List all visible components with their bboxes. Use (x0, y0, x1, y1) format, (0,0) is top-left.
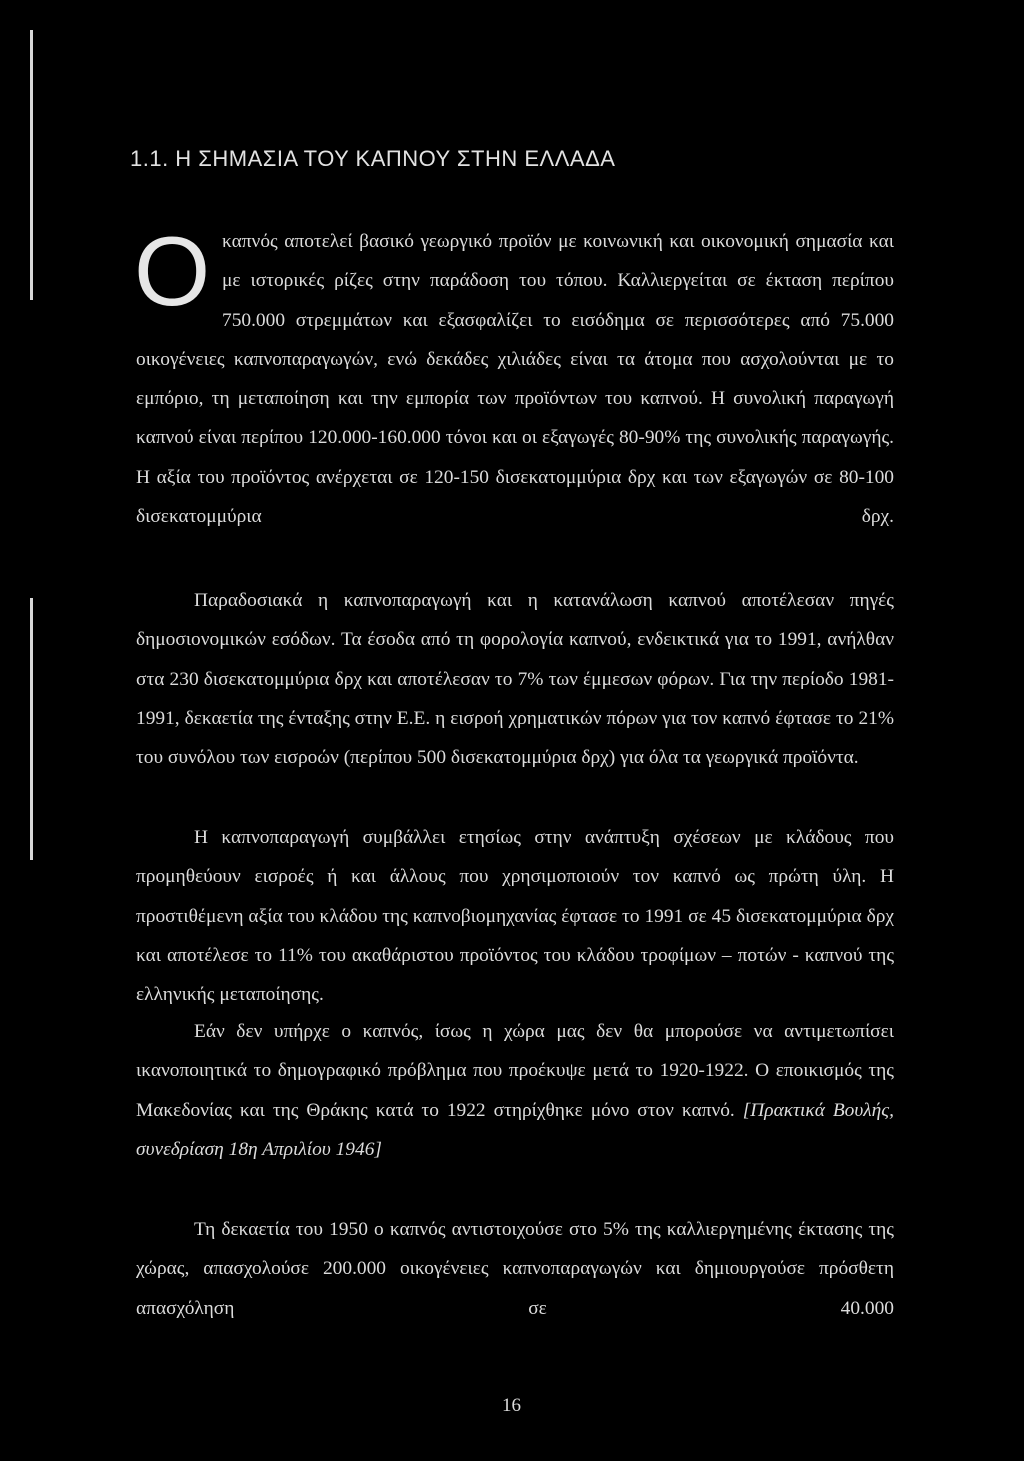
drop-cap: Ο (134, 216, 211, 326)
paragraph-4 (136, 1012, 894, 1169)
paragraph-2: Παραδοσιακά η καπνοπαραγωγή και η κατανάλωση καπνού αποτέλεσαν πηγές δημοσιονομικών εσόδων. Τα έσοδα από τη φορολογία καπνού, ενδεικτικά για το 1991, ανήλθαν στα 230 δισεκατομμύρια δρχ και αποτέλεσαν το 7% των έμμεσων φόρων. Για την περίοδο 1981-1991, δεκαετία της ένταξης στην Ε.Ε. η εισροή χρηματικών πόρων για τον καπνό έφτασε το 21% του συνόλου των εισροών (περίπου 500 δισεκατομμύρια δρχ) για όλα τα γεωργικά προϊόντα. (136, 590, 894, 769)
scan-edge-line-top (30, 30, 33, 300)
paragraph-1-text: καπνός αποτελεί βασικό γεωργικό προϊόν με κοινωνική και οικονομική σημασία και με ιστορικές ρίζες στην παράδοση του τόπου. Καλλιεργείται σε έκταση περίπου 750.000 στρεμμάτων και εξασφαλίζει το εισόδημα σε περισσότερες από 75.000 οικογένειες καπνοπαραγωγών, ενώ δεκάδες χιλιάδες είναι τα άτομα που ασχολούνται με το εμπόριο, τη μεταποίηση και την εμπορία των προϊόντων του καπνού. Η συνολική παραγωγή καπνού είναι περίπου 120.000-160.000 τόνοι και οι εξαγωγές 80-90% της συνολικής παραγωγής. Η αξία του προϊόντος ανέρχεται σε 120-150 δισεκατομμύρια δρχ και των εξαγωγών σε 80-100 δισεκατομμύρια δρχ. (136, 231, 894, 528)
paragraph-4-text: Εάν δεν υπήρχε ο καπνός, ίσως η χώρα μας δεν θα μπορούσε να αντιμετωπίσει ικανοποιητικά το δημογραφικό πρόβλημα που προέκυψε μετά το 1920-1922. Ο εποικισμός της Μακεδονίας και της Θράκης κατά το 1922 στηρίχθηκε μόνο στον καπνό. (136, 1021, 894, 1121)
drop-cap-space (134, 216, 222, 334)
paragraph-1 (134, 216, 894, 536)
citation: [Πρακτικά Βουλής, συνεδρίαση 18η Απριλίου 1946] (136, 1099, 894, 1160)
scan-edge-line-middle (30, 598, 33, 860)
paragraph-3: Η καπνοπαραγωγή συμβάλλει ετησίως στην ανάπτυξη σχέσεων με κλάδους που προμηθεύουν εισροές ή και άλλους που χρησιμοποιούν τον καπνό ως πρώτη ύλη. Η προστιθέμενη αξία του κλάδου της καπνοβιομηχανίας έφτασε το 1991 σε 45 δισεκατομμύρια δρχ και αποτέλεσε το 11% του ακαθάριστου προϊόντος του κλάδου τροφίμων – ποτών - καπνού της ελληνικής μεταποίησης. (136, 827, 894, 1006)
paragraph-5: Τη δεκαετία του 1950 ο καπνός αντιστοιχούσε στο 5% της καλλιεργημένης έκτασης της χώρας, απασχολούσε 200.000 οικογένειες καπνοπαραγωγών και δημιουργούσε πρόσθετη απασχόληση σε 40.000 (136, 1219, 894, 1319)
page-number: 16 (502, 1395, 521, 1416)
section-heading: 1.1. Η ΣΗΜΑΣΙΑ ΤΟΥ ΚΑΠΝΟΥ ΣΤΗΝ ΕΛΛΑΔΑ (130, 146, 616, 171)
